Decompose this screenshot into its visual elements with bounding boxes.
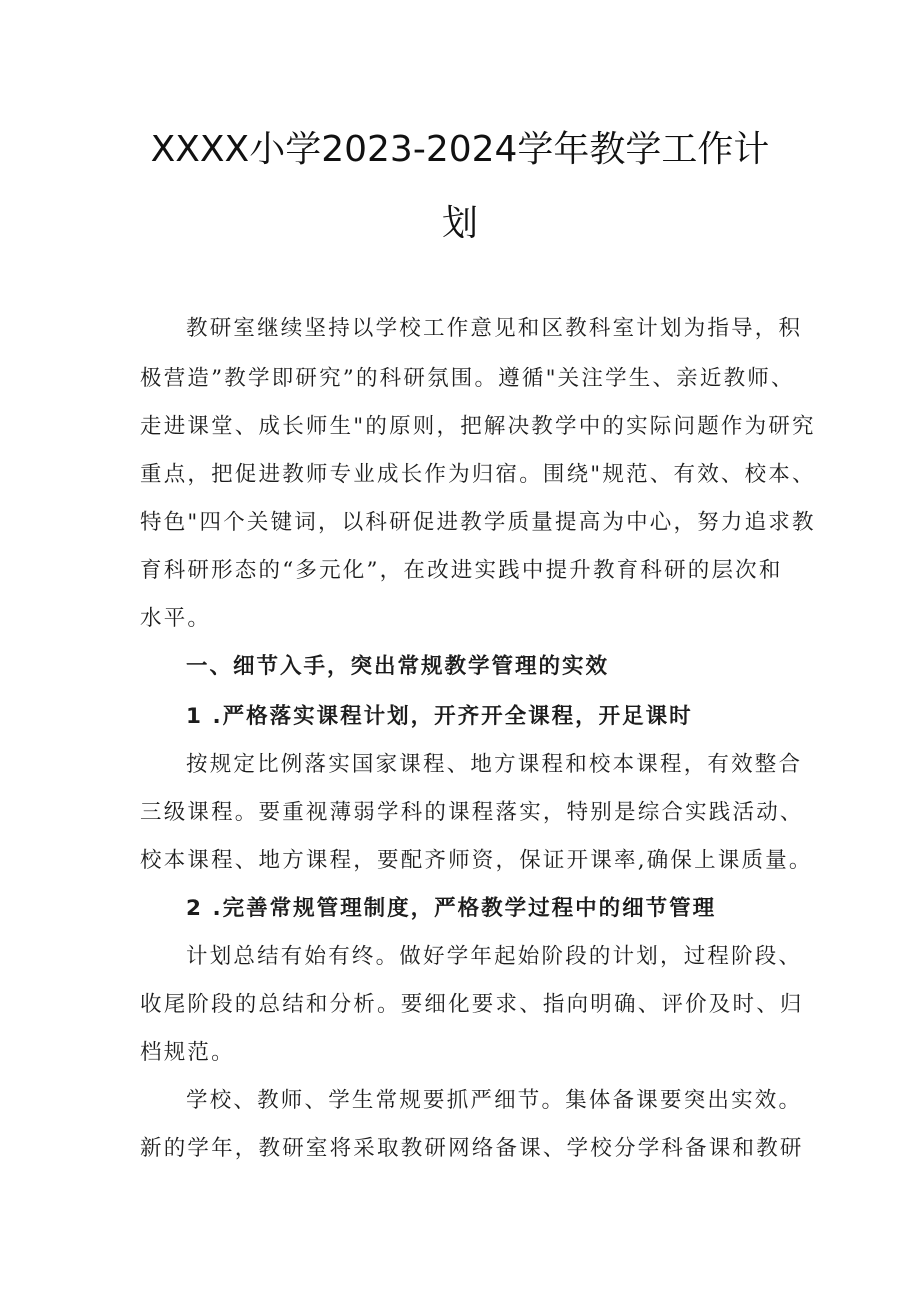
item-1-heading: 1 .严格落实课程计划，开齐开全课程，开足课时 bbox=[186, 704, 693, 729]
item-1-line-3: 校本课程、地方课程，要配齐师资，保证开课率,确保上课质量。 bbox=[140, 848, 813, 873]
item-1-line-1: 按规定比例落实国家课程、地方课程和校本课程，有效整合 bbox=[186, 752, 803, 777]
item-2-para-2-line-2: 新的学年，教研室将采取教研网络备课、学校分学科备课和教研 bbox=[140, 1136, 804, 1161]
intro-line-4: 重点，把促进教师专业成长作为归宿。围绕"规范、有效、校本、 bbox=[140, 462, 816, 487]
item-1-line-2: 三级课程。要重视薄弱学科的课程落实，特别是综合实践活动、 bbox=[140, 800, 804, 825]
intro-line-1: 教研室继续坚持以学校工作意见和区教科室计划为指导，积 bbox=[186, 316, 803, 341]
item-2-para-1-line-1: 计划总结有始有终。做好学年起始阶段的计划，过程阶段、 bbox=[186, 944, 803, 969]
intro-line-2: 极营造”教学即研究”的科研氛围。遵循"关注学生、亲近教师、 bbox=[140, 366, 795, 391]
section-heading-1: 一、细节入手，突出常规教学管理的实效 bbox=[186, 654, 610, 679]
intro-line-5: 特色"四个关键词，以科研促进教学质量提高为中心，努力追求教 bbox=[140, 510, 816, 535]
intro-line-7: 水平。 bbox=[140, 606, 212, 631]
document-title-line-1: XXXX小学2023-2024学年教学工作计 bbox=[150, 129, 770, 170]
item-2-para-1-line-3: 档规范。 bbox=[140, 1040, 235, 1065]
item-2-para-1-line-2: 收尾阶段的总结和分析。要细化要求、指向明确、评价及时、归 bbox=[140, 992, 804, 1017]
item-2-para-2-line-1: 学校、教师、学生常规要抓严细节。集体备课要突出实效。 bbox=[186, 1088, 803, 1113]
intro-line-6: 育科研形态的“多元化”，在改进实践中提升教育科研的层次和 bbox=[140, 558, 783, 583]
intro-line-3: 走进课堂、成长师生"的原则，把解决教学中的实际问题作为研究 bbox=[140, 414, 816, 439]
document-title-line-2: 划 bbox=[441, 203, 478, 244]
item-2-heading: 2 .完善常规管理制度，严格教学过程中的细节管理 bbox=[186, 896, 717, 921]
